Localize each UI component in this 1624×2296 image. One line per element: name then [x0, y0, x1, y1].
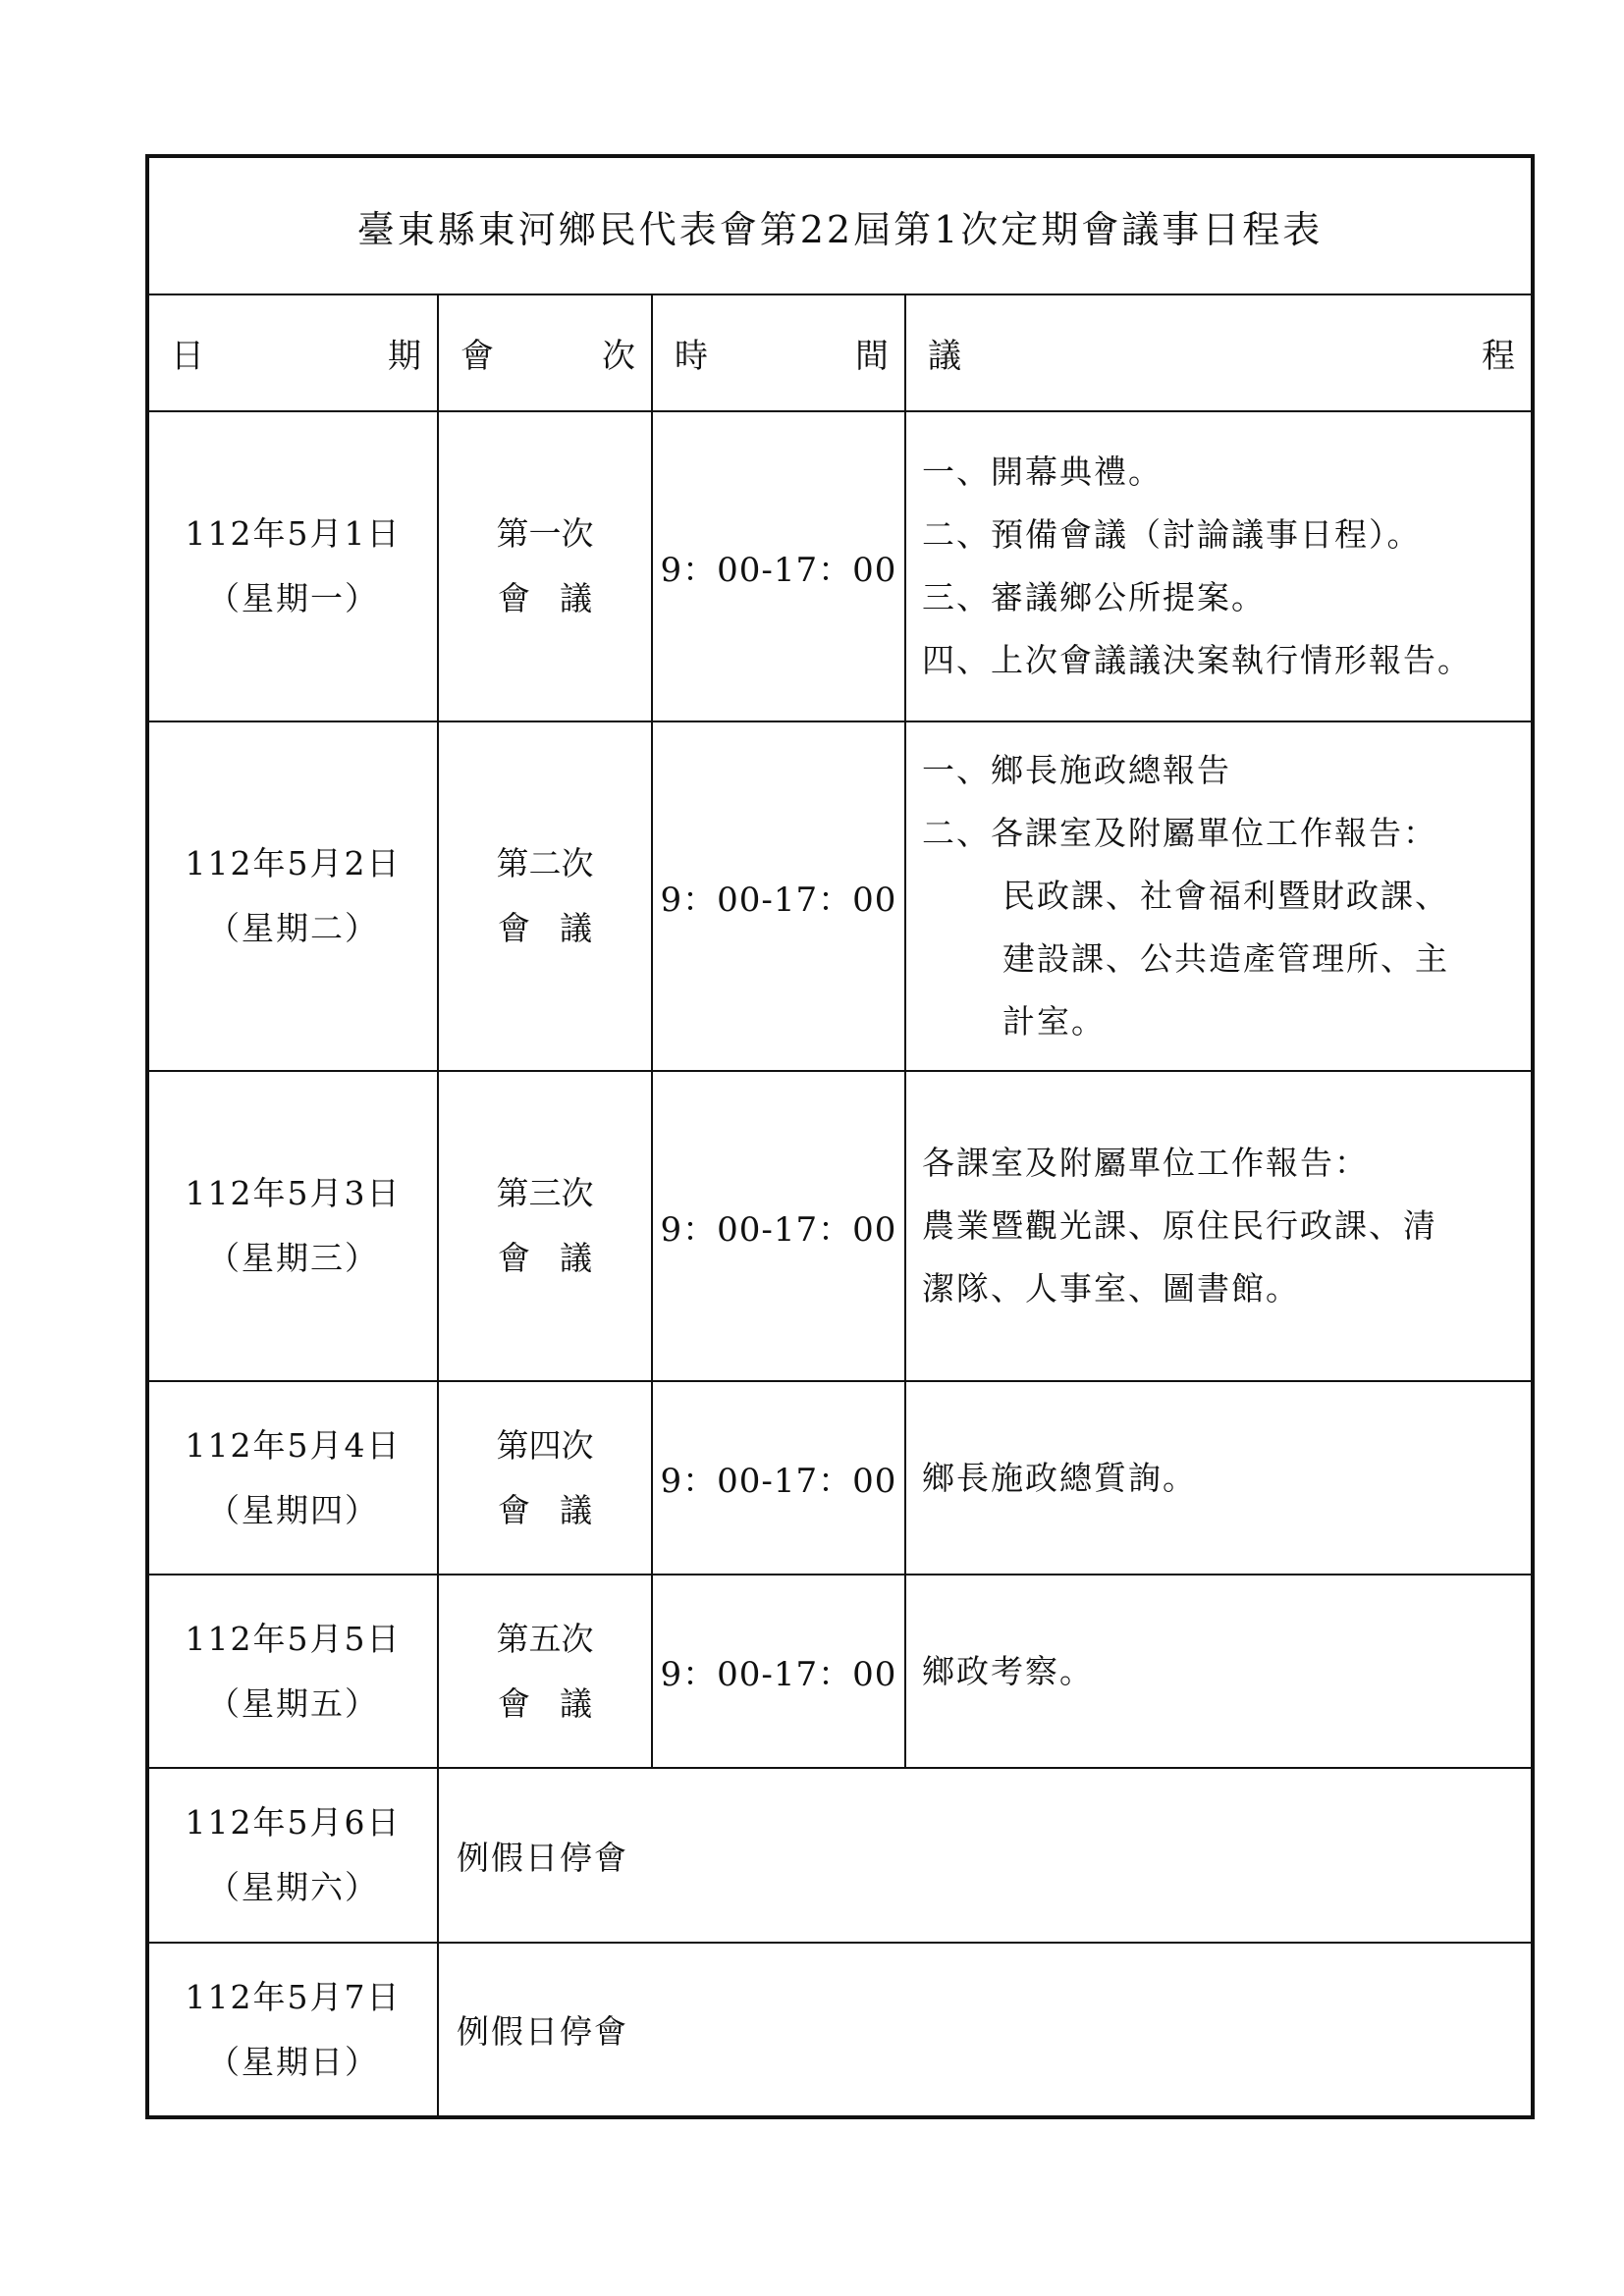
header-session: 會 次	[438, 294, 652, 411]
table-row	[147, 411, 1533, 721]
agenda-cell: 鄉政考察。	[905, 1575, 1533, 1768]
header-agenda: 議 程	[905, 294, 1533, 411]
time-cell: 9：00-17：00	[652, 411, 905, 721]
date-cell: 112年5月7日 （星期日）	[147, 1943, 438, 2117]
header-row	[147, 294, 1533, 411]
agenda-cell: 一、鄉長施政總報告 二、各課室及附屬單位工作報告： 民政課、社會福利暨財政課、 建設課、公共造產管理所、主 計室。	[905, 721, 1533, 1071]
agenda-cell: 鄉長施政總質詢。	[905, 1381, 1533, 1575]
agenda-cell: 各課室及附屬單位工作報告： 農業暨觀光課、原住民行政課、清 潔隊、人事室、圖書館。	[905, 1071, 1533, 1381]
schedule-table	[145, 154, 1535, 2119]
session-cell: 第二次 會議	[438, 721, 652, 1071]
time-cell: 9：00-17：00	[652, 1071, 905, 1381]
date-cell: 112年5月2日 （星期二）	[147, 721, 438, 1071]
time-cell: 9：00-17：00	[652, 1575, 905, 1768]
agenda-cell: 一、開幕典禮。 二、預備會議（討論議事日程）。 三、審議鄉公所提案。 四、上次會議議決案執行情形報告。	[905, 411, 1533, 721]
header-date: 日 期	[147, 294, 438, 411]
time-cell: 9：00-17：00	[652, 721, 905, 1071]
time-cell: 9：00-17：00	[652, 1381, 905, 1575]
table-row	[147, 721, 1533, 1071]
document-title: 臺東縣東河鄉民代表會第22屆第1次定期會議事日程表	[147, 156, 1533, 294]
date-cell: 112年5月3日 （星期三）	[147, 1071, 438, 1381]
table-row	[147, 1071, 1533, 1381]
session-cell: 第四次 會議	[438, 1381, 652, 1575]
table-row	[147, 1575, 1533, 1768]
header-time: 時 間	[652, 294, 905, 411]
session-cell: 第五次 會議	[438, 1575, 652, 1768]
date-cell: 112年5月1日 （星期一）	[147, 411, 438, 721]
session-cell: 第三次 會議	[438, 1071, 652, 1381]
date-cell: 112年5月4日 （星期四）	[147, 1381, 438, 1575]
session-cell: 第一次 會議	[438, 411, 652, 721]
date-cell: 112年5月5日 （星期五）	[147, 1575, 438, 1768]
date-cell: 112年5月6日 （星期六）	[147, 1768, 438, 1943]
recess-note: 例假日停會	[438, 1768, 1533, 1943]
table-row	[147, 1381, 1533, 1575]
recess-note: 例假日停會	[438, 1943, 1533, 2117]
table-row	[147, 1943, 1533, 2117]
table-row	[147, 1768, 1533, 1943]
